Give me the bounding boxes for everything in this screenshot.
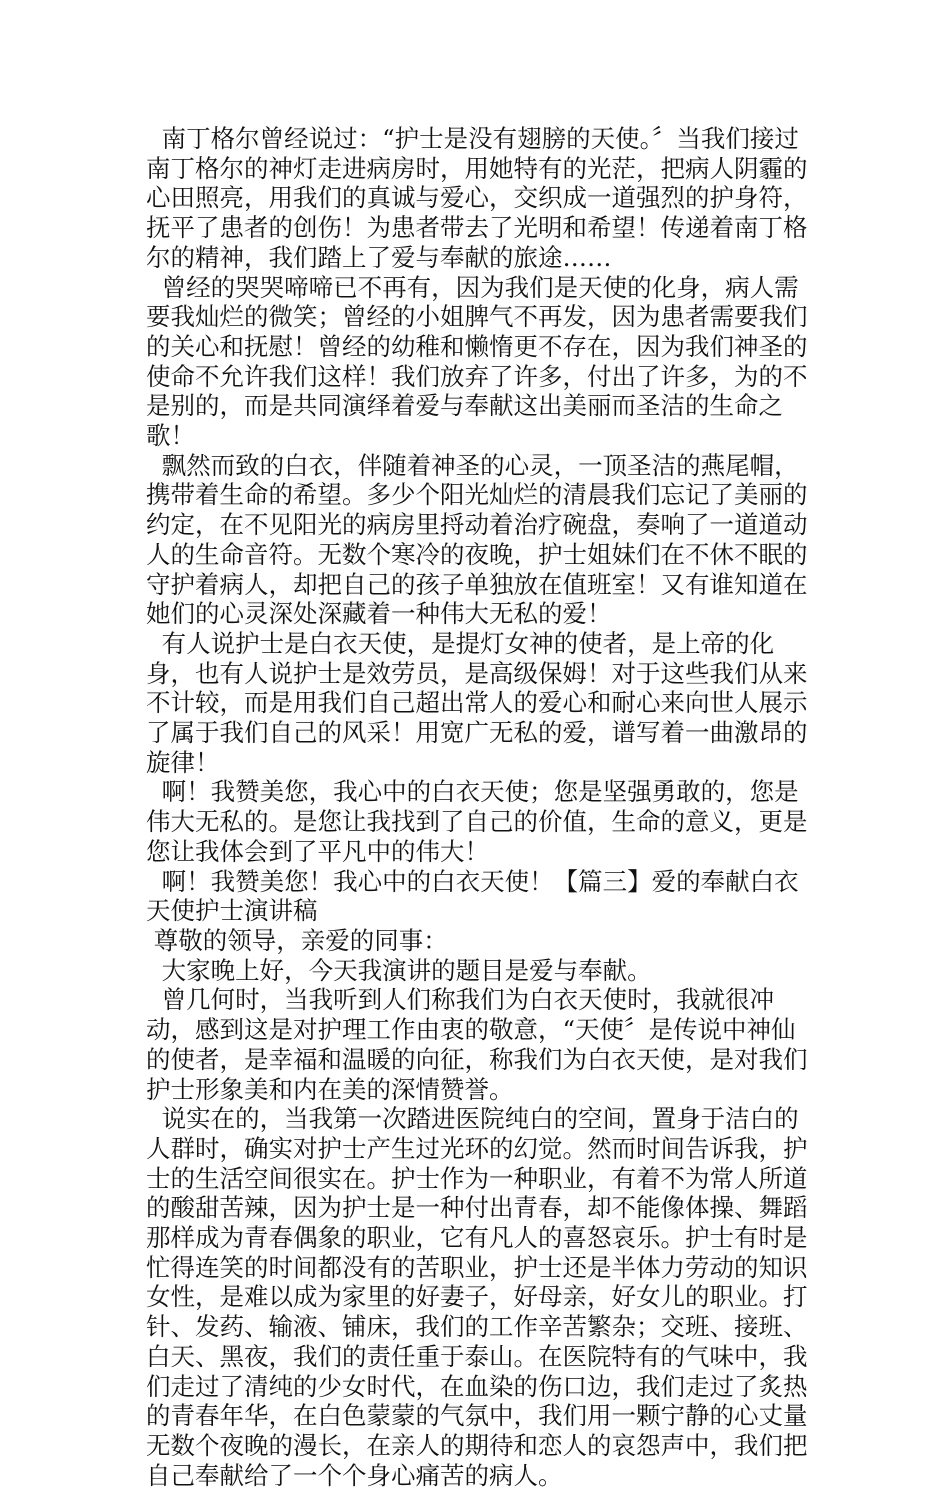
paragraph-white-gown: 飘然而致的白衣，伴随着神圣的心灵，一顶圣洁的燕尾帽，携带着生命的希望。多少个阳光灿烂的清晨我们忘记了美丽的约定，在不见阳光的病房里捋动着治疗碗盘，奏响了一道道动人的生命音符。无数个寒冷的夜晚，护士姐妹们在不休不眠的守护着病人，却把自己的孩子单独放在值班室！又有谁知道在她们的心灵深处深藏着一种伟大无私的爱！ [146,450,808,629]
paragraph-angel-incarnation: 曾经的哭哭啼啼已不再有，因为我们是天使的化身，病人需要我灿烂的微笑；曾经的小姐脾气不再发，因为患者需要我们的关心和抚慰！曾经的幼稚和懒惰更不存在，因为我们神圣的使命不允许我们这样！我们放弃了许多，付出了许多，为的不是别的，而是共同演绎着爱与奉献这出美丽而圣洁的生命之歌！ [146,272,808,451]
paragraph-praise-two-section-title: 啊！我赞美您！我心中的白衣天使！【篇三】爱的奉献白衣天使护士演讲稿 [146,866,799,926]
paragraph-greeting: 大家晚上好，今天我演讲的题目是爱与奉献。 [146,955,652,985]
paragraph-reality-of-nursing: 说实在的，当我第一次踏进医院纯白的空间，置身于洁白的人群时，确实对护士产生过光环的幻觉。然而时间告诉我，护士的生活空间很实在。护士作为一种职业，有着不为常人所道的酸甜苦辣，因为护士是一种付出青春，却不能像体操、舞蹈那样成为青春偶象的职业，它有凡人的喜怒哀乐。护士有时是忙得连笑的时间都没有的苦职业，护士还是半体力劳动的知识女性，是难以成为家里的好妻子，好母亲，好女儿的职业。打针、发药、输液、铺床，我们的工作辛苦繁杂；交班、接班、白天、黑夜，我们的责任重于泰山。在医院特有的气味中，我们走过了清纯的少女时代，在血染的伤口边，我们走过了炙热的青春年华，在白色蒙蒙的气氛中，我们用一颗宁静的心丈量无数个夜晚的漫长，在亲人的期待和恋人的哀怨声中，我们把自己奉献给了一个个身心痛苦的病人。 [146,1104,808,1490]
document-body [146,124,818,1490]
paragraph-angel-in-white: 有人说护士是白衣天使，是提灯女神的使者，是上帝的化身，也有人说护士是效劳员，是高级保姆！对于这些我们从来不计较，而是用我们自己超出常人的爱心和耐心来向世人展示了属于我们自己的风采！用宽广无私的爱，谱写着一曲激昂的旋律！ [146,628,808,777]
paragraph-salutation: 尊敬的领导，亲爱的同事： [146,925,448,955]
paragraph-once-upon-time: 曾几何时，当我听到人们称我们为白衣天使时，我就很冲动，感到这是对护理工作由衷的敬意，“天使〞是传说中神仙的使者，是幸福和温暖的向征，称我们为白衣天使，是对我们护士形象美和内在美的深情赞誉。 [146,985,808,1104]
paragraph-nightingale-quote: 南丁格尔曾经说过：“护士是没有翅膀的天使。〞当我们接过南丁格尔的神灯走进病房时，用她特有的光茫，把病人阴霾的心田照亮，用我们的真诚与爱心，交织成一道强烈的护身符，抚平了患者的创伤！为患者带去了光明和希望！传递着南丁格尔的精神，我们踏上了爱与奉献的旅途…… [146,124,808,272]
paragraph-praise-one: 啊！我赞美您，我心中的白衣天使；您是坚强勇敢的，您是伟大无私的。是您让我找到了自己的价值，生命的意义，更是您让我体会到了平凡中的伟大！ [146,777,808,866]
